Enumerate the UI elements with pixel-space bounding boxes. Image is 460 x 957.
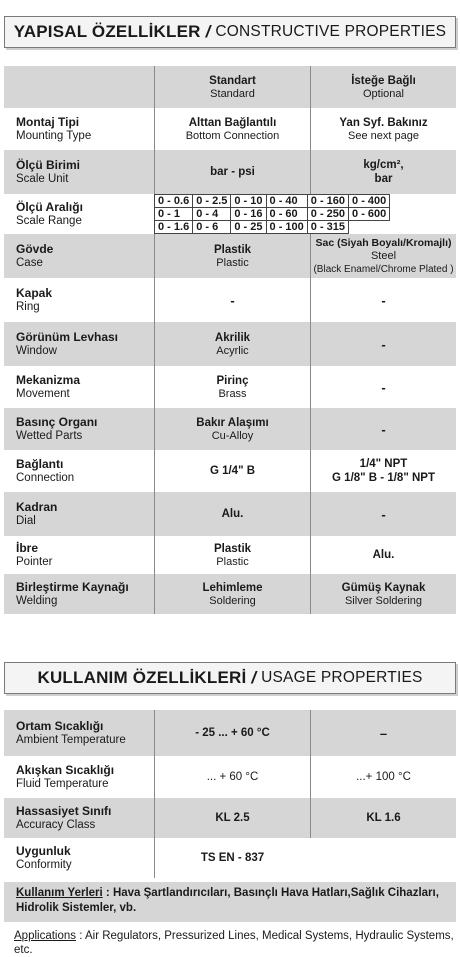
- opt-value-en: See next page: [348, 129, 419, 142]
- usage-title-tr: KULLANIM ÖZELLİKLERİ: [37, 668, 247, 687]
- std-value: -: [230, 292, 235, 308]
- range-cell: 0 - 250: [307, 207, 349, 221]
- row-label-en: Conformity: [16, 859, 72, 871]
- range-cell: 0 - 600: [348, 207, 390, 221]
- range-cell: 0 - 0.6: [154, 194, 193, 208]
- table-row: [4, 492, 456, 536]
- table-row: [4, 798, 456, 838]
- std-value: Akrilik: [214, 331, 251, 344]
- row-label-tr: Ortam Sıcaklığı: [16, 719, 104, 733]
- opt-value: Yan Syf. Bakınız: [339, 116, 428, 129]
- constructive-separator: /: [205, 22, 211, 41]
- row-label-tr: Basınç Organı: [16, 415, 98, 429]
- opt-value: -: [381, 379, 386, 395]
- row-label-tr: İbre: [16, 541, 39, 555]
- table-row: [4, 322, 456, 366]
- col-optional-en: Optional: [363, 87, 404, 100]
- opt-value: -: [381, 506, 386, 522]
- table-row: [4, 574, 456, 614]
- std-value: Lehimleme: [202, 581, 263, 594]
- usage-header: [4, 662, 456, 694]
- row-label-tr: Bağlantı: [16, 457, 64, 471]
- row-label-en: Scale Unit: [16, 173, 69, 185]
- range-cell: 0 - 2.5: [192, 194, 231, 208]
- range-cell: 0 - 160: [307, 194, 349, 208]
- usage-separator: /: [251, 668, 257, 687]
- constructive-table: [4, 66, 456, 612]
- table-row: [4, 150, 456, 194]
- row-label-en: Ring: [16, 301, 40, 313]
- row-label-en: Dial: [16, 515, 36, 527]
- range-cell: 0 - 1.6: [154, 220, 193, 234]
- row-label-en: Window: [16, 345, 57, 357]
- row-label-tr: Uygunluk: [16, 844, 71, 858]
- range-cell: 0 - 40: [266, 194, 308, 208]
- table-row: [4, 366, 456, 408]
- opt-value: Alu.: [372, 549, 395, 561]
- row-label-en: Case: [16, 257, 43, 269]
- applications-text: : Air Regulators, Pressurized Lines, Medical Systems, Hydraulic Systems, etc.: [14, 930, 454, 956]
- row-label-tr: Birleştirme Kaynağı: [16, 580, 129, 594]
- opt-value: –: [379, 725, 388, 741]
- range-cell: 0 - 4: [192, 207, 231, 221]
- range-cell: 0 - 6: [192, 220, 231, 234]
- std-value: Bakır Alaşımı: [196, 416, 269, 429]
- std-value: G 1/4" B: [209, 465, 256, 477]
- table-row: [4, 536, 456, 574]
- row-label-tr: Akışkan Sıcaklığı: [16, 763, 115, 777]
- row-label-en: Connection: [16, 472, 75, 484]
- opt-value: -: [381, 421, 386, 437]
- opt-value: 1/4" NPT: [359, 458, 408, 470]
- range-cell: 0 - 100: [266, 220, 308, 234]
- std-value-en: Brass: [218, 387, 247, 400]
- table-row-scale-range: [4, 194, 456, 234]
- table-row: [4, 408, 456, 450]
- col-standard-en: Standard: [210, 87, 255, 100]
- opt-value: -: [381, 292, 386, 308]
- std-value-en: Plastic: [216, 256, 249, 269]
- range-cell: 0 - 400: [348, 194, 390, 208]
- row-label-tr: Ölçü Aralığı: [16, 200, 83, 214]
- range-cell-empty: [348, 220, 390, 234]
- table-row: [4, 710, 456, 756]
- range-cell: 0 - 25: [230, 220, 266, 234]
- std-value-en: Plastic: [216, 555, 249, 568]
- row-label-tr: Montaj Tipi: [16, 115, 80, 129]
- std-value: Alu.: [221, 508, 244, 520]
- constructive-title-tr: YAPISAL ÖZELLİKLER: [13, 22, 201, 41]
- usage-areas-label: Kullanım Yerleri: [16, 887, 103, 899]
- std-value: Plastik: [213, 542, 252, 555]
- std-value-en: Acyrlic: [216, 344, 249, 357]
- range-cell: 0 - 60: [266, 207, 308, 221]
- table-row: [4, 756, 456, 798]
- col-standard-tr: Standart: [209, 74, 256, 87]
- table-row: [4, 234, 456, 278]
- row-label-en: Pointer: [16, 556, 53, 568]
- constructive-header: [4, 16, 456, 48]
- opt-value: Sac (Siyah Boyalı/Kromajlı): [315, 237, 452, 249]
- row-label-tr: Hassasiyet Sınıfı: [16, 804, 112, 818]
- range-cell: 0 - 10: [230, 194, 266, 208]
- std-value: Alttan Bağlantılı: [188, 116, 277, 129]
- std-value: - 25 ... + 60 °C: [195, 727, 270, 739]
- opt-value: kg/cm²,: [363, 159, 404, 171]
- col-optional-tr: İsteğe Bağlı: [351, 74, 416, 87]
- std-value-en: Bottom Connection: [185, 129, 280, 142]
- constructive-title-en: CONSTRUCTIVE PROPERTIES: [215, 23, 447, 40]
- row-label-en: Wetted Parts: [16, 430, 83, 442]
- opt-value-2: bar: [374, 173, 393, 185]
- applications-label: Applications: [14, 930, 77, 942]
- opt-value: -: [381, 336, 386, 352]
- opt-value: ...+ 100 °C: [356, 770, 411, 783]
- opt-value-en: Steel: [370, 250, 397, 262]
- row-label-tr: Mekanizma: [16, 373, 81, 387]
- opt-value-2: G 1/8" B - 1/8" NPT: [332, 472, 435, 484]
- opt-value-en: Silver Soldering: [344, 594, 423, 607]
- usage-areas-text: : Hava Şartlandırıcıları, Basınçlı Hava Hatları,Sağlık Cihazları, Hidrolik Sistemler, vb.: [16, 887, 439, 914]
- row-label-en: Scale Range: [16, 215, 82, 227]
- opt-value: Gümüş Kaynak: [341, 581, 426, 594]
- std-value: bar - psi: [210, 166, 255, 178]
- usage-table: [4, 710, 456, 876]
- row-label-tr: Görünüm Levhası: [16, 330, 119, 344]
- range-cell: 0 - 1: [154, 207, 193, 221]
- opt-value-en-2: (Black Enamel/Chrome Plated ): [313, 264, 454, 275]
- range-cell: 0 - 315: [307, 220, 349, 234]
- std-value: ... + 60 °C: [206, 770, 259, 783]
- opt-value: KL 1.6: [366, 812, 401, 824]
- row-label-tr: Ölçü Birimi: [16, 158, 81, 172]
- std-value: Pirinç: [216, 374, 249, 387]
- std-value-en: Soldering: [209, 594, 256, 607]
- row-label-tr: Gövde: [16, 242, 54, 256]
- row-label-en: Accuracy Class: [16, 819, 96, 831]
- table-row: [4, 278, 456, 322]
- row-label-en: Welding: [16, 595, 58, 607]
- std-value: KL 2.5: [215, 812, 250, 824]
- std-value: Plastik: [213, 243, 252, 256]
- row-label-en: Mounting Type: [16, 130, 92, 142]
- std-value-en: Cu-Alloy: [211, 429, 254, 442]
- row-label-en: Fluid Temperature: [16, 778, 109, 790]
- std-value: TS EN - 837: [200, 852, 265, 864]
- usage-areas: [4, 882, 456, 922]
- usage-title-en: USAGE PROPERTIES: [261, 669, 423, 686]
- applications: [14, 929, 454, 957]
- row-label-en: Ambient Temperature: [16, 734, 126, 746]
- table-row: [4, 108, 456, 150]
- table-row: [4, 450, 456, 492]
- row-label-tr: Kadran: [16, 500, 58, 514]
- table-row: [4, 838, 456, 878]
- scale-range-grid: [155, 195, 390, 234]
- range-cell: 0 - 16: [230, 207, 266, 221]
- row-label-en: Movement: [16, 388, 70, 400]
- table-header-row: [4, 66, 456, 108]
- row-label-tr: Kapak: [16, 286, 53, 300]
